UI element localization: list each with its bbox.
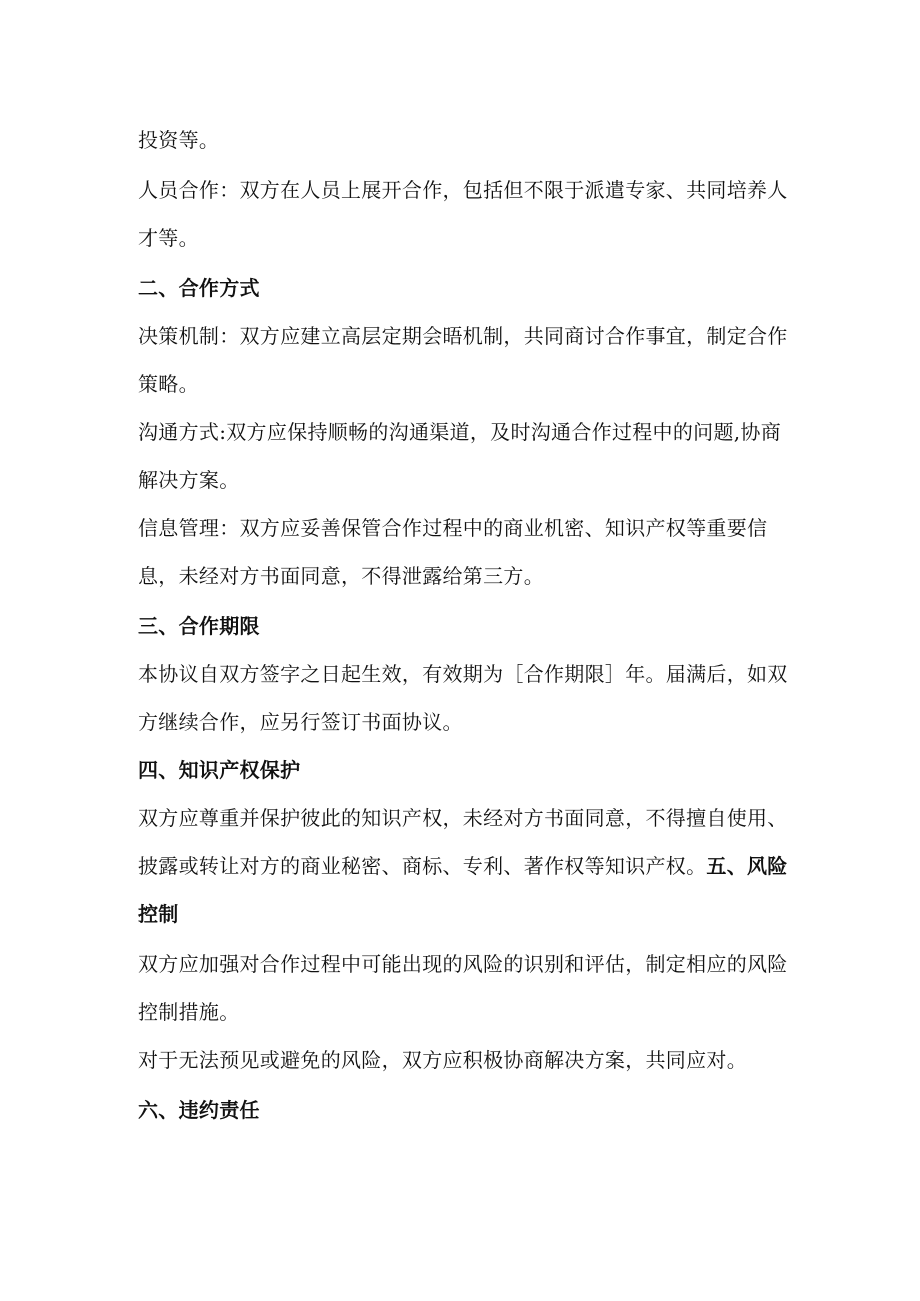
paragraph-ip-protection — [138, 794, 788, 938]
heading-risk-control: 五、风险控制 — [138, 854, 788, 926]
paragraph-agreement-term: 本协议自双方签字之日起生效，有效期为［合作期限］年。届满后，如双方继续合作，应另行签订书面协议。 — [138, 662, 788, 734]
paragraph-decision-mechanism: 决策机制：双方应建立高层定期会晤机制，共同商讨合作事宜，制定合作策略。 — [138, 324, 788, 396]
paragraph-information-management: 信息管理：双方应妥善保管合作过程中的商业机密、知识产权等重要信息，未经对方书面同意，不得泄露给第三方。 — [138, 516, 768, 588]
paragraph-communication-method: 沟通方式:双方应保持顺畅的沟通渠道，及时沟通合作过程中的问题,协商解决方案。 — [138, 420, 781, 492]
heading-cooperation-method: 二、合作方式 — [138, 276, 260, 300]
heading-ip-protection: 四、知识产权保护 — [138, 758, 301, 782]
heading-breach-liability: 六、违约责任 — [138, 1098, 260, 1122]
paragraph-risk-response: 对于无法预见或避免的风险，双方应积极协商解决方案，共同应对。 — [138, 1048, 747, 1072]
paragraph-ip-text: 双方应尊重并保护彼此的知识产权，未经对方书面同意，不得擅自使用、披露或转让对方的商业秘密、商标、专利、著作权等知识产权。 — [138, 806, 788, 878]
paragraph-personnel-cooperation: 人员合作：双方在人员上展开合作，包括但不限于派遣专家、共同培养人才等。 — [138, 178, 788, 250]
paragraph-risk-identification: 双方应加强对合作过程中可能出现的风险的识别和评估，制定相应的风险控制措施。 — [138, 952, 788, 1024]
heading-cooperation-term: 三、合作期限 — [138, 614, 260, 638]
paragraph-invest-tail: 投资等。 — [138, 128, 220, 152]
